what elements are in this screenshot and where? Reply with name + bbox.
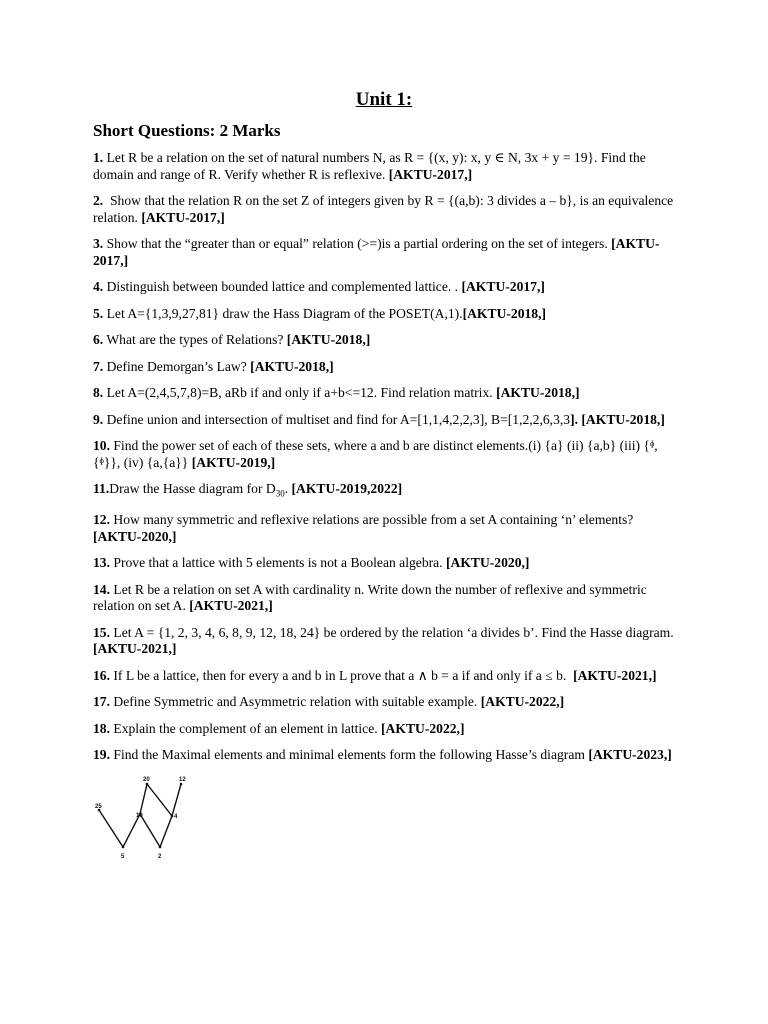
edge-20-4 bbox=[147, 784, 172, 816]
question-number: 7. bbox=[93, 358, 104, 374]
question-text: Show that the relation R on the set Z of integers given by R = {(a,b): 3 divides a – b}, is an equivalence relation. bbox=[93, 193, 677, 225]
question-number: 1. bbox=[93, 150, 104, 165]
question-7 bbox=[93, 359, 675, 376]
question-number: 3. bbox=[93, 236, 104, 251]
question-number: 14. bbox=[93, 581, 110, 597]
edge-25-5 bbox=[99, 810, 123, 847]
node-label: 5 bbox=[121, 853, 125, 860]
question-number: 16. bbox=[93, 667, 110, 683]
exam-tag: [AKTU-2020,] bbox=[93, 528, 177, 544]
question-19 bbox=[93, 747, 675, 764]
edge-4-2 bbox=[160, 816, 172, 847]
exam-tag: [AKTU-2017,] bbox=[93, 236, 660, 268]
question-15 bbox=[93, 624, 678, 658]
question-text: . bbox=[284, 481, 292, 496]
question-number: 6. bbox=[93, 332, 104, 347]
question-13 bbox=[93, 555, 675, 572]
question-17 bbox=[93, 694, 675, 711]
question-text: Let R be a relation on the set of natural numbers N, as R = {(x, y): x, y ∈ N, 3x + y = 19}. Find the domain and range of R. Verify whether R is reflexive. bbox=[93, 150, 650, 182]
question-number: 11. bbox=[93, 481, 110, 496]
question-text: Explain the complement of an element in lattice. bbox=[110, 720, 382, 736]
question-1 bbox=[93, 150, 675, 183]
question-number: 8. bbox=[93, 385, 104, 400]
exam-tag: [AKTU-2021,] bbox=[93, 641, 177, 657]
node-label: 4 bbox=[174, 813, 178, 820]
question-3 bbox=[93, 236, 675, 269]
exam-tag: [AKTU-2017,] bbox=[141, 209, 225, 225]
question-number: 12. bbox=[93, 512, 110, 528]
node-label: 12 bbox=[179, 776, 186, 783]
node-label: 10 bbox=[136, 812, 143, 819]
exam-tag: [AKTU-2017,] bbox=[388, 166, 473, 182]
question-number: 2. bbox=[93, 193, 104, 208]
question-2 bbox=[93, 193, 675, 226]
exam-tag: [AKTU-2018,] bbox=[250, 358, 334, 374]
question-16 bbox=[93, 668, 675, 685]
subscript: 30 bbox=[275, 488, 285, 499]
question-8 bbox=[93, 385, 675, 402]
question-5 bbox=[93, 306, 675, 323]
question-text: Find the Maximal elements and minimal elements form the following Hasse’s diagram bbox=[110, 747, 589, 763]
question-text: Let R be a relation on set A with cardinality n. Write down the number of reflexive and symmetric relation on set A. bbox=[93, 581, 651, 614]
question-text: Draw the Hasse diagram for D bbox=[109, 481, 276, 496]
node-label: 2 bbox=[158, 853, 162, 860]
question-text: If L be a lattice, then for every a and b in L prove that a ∧ b = a if and only if a ≤ b. bbox=[110, 667, 574, 683]
edge-10-20 bbox=[140, 784, 147, 814]
exam-tag: ]. [AKTU-2018,] bbox=[570, 411, 665, 427]
question-number: 10. bbox=[93, 438, 110, 453]
question-text: What are the types of Relations? bbox=[103, 332, 287, 347]
question-text: Define union and intersection of multiset and find for A=[1,1,4,2,2,3], B=[1,2,2,6,3,3 bbox=[103, 411, 571, 427]
question-text: Define Demorgan’s Law? bbox=[103, 358, 251, 374]
question-text: Distinguish between bounded lattice and complemented lattice. . bbox=[103, 279, 462, 294]
edge-4-12 bbox=[172, 784, 181, 816]
question-number: 9. bbox=[93, 411, 104, 427]
exam-tag: [AKTU-2021,] bbox=[189, 598, 273, 614]
question-text: Prove that a lattice with 5 elements is not a Boolean algebra. bbox=[110, 555, 446, 571]
question-9 bbox=[93, 412, 675, 429]
question-number: 4. bbox=[93, 279, 104, 294]
question-text: Let A={1,3,9,27,81} draw the Hass Diagram of the POSET(A,1). bbox=[103, 305, 463, 321]
question-number: 5. bbox=[93, 305, 104, 321]
exam-tag: [AKTU-2018,] bbox=[462, 305, 547, 321]
exam-tag: [AKTU-2020,] bbox=[445, 555, 530, 571]
question-text: Let A=(2,4,5,7,8)=B, aRb if and only if a+b<=12. Find relation matrix. bbox=[103, 385, 497, 400]
question-number: 15. bbox=[93, 624, 110, 640]
question-text: Show that the “greater than or equal” relation (>=)is a partial ordering on the set of integers. bbox=[103, 236, 612, 251]
question-11 bbox=[93, 481, 675, 502]
question-text: Define Symmetric and Asymmetric relation with suitable example. bbox=[110, 694, 481, 710]
question-number: 19. bbox=[93, 747, 110, 763]
question-14 bbox=[93, 582, 675, 615]
edge-10-2 bbox=[140, 814, 160, 847]
question-text: Let A = {1, 2, 3, 4, 6, 8, 9, 12, 18, 24} be ordered by the relation ‘a divides b’. Find the Hasse diagram. bbox=[110, 624, 678, 640]
node-label: 25 bbox=[95, 803, 102, 810]
question-number: 17. bbox=[93, 694, 110, 710]
page-title: Unit 1: bbox=[355, 89, 413, 110]
exam-tag: [AKTU-2018,] bbox=[496, 385, 580, 400]
question-18 bbox=[93, 721, 675, 738]
question-10 bbox=[93, 438, 675, 471]
node-label: 20 bbox=[143, 776, 150, 783]
question-6 bbox=[93, 332, 675, 349]
question-list bbox=[93, 150, 678, 764]
question-number: 13. bbox=[93, 555, 110, 571]
question-12 bbox=[93, 512, 675, 545]
exam-tag: [AKTU-2019,] bbox=[191, 454, 276, 470]
hasse-diagram bbox=[93, 774, 203, 864]
exam-tag: [AKTU-2017,] bbox=[461, 279, 545, 294]
exam-tag: [AKTU-2018,] bbox=[286, 332, 371, 347]
question-4 bbox=[93, 279, 675, 296]
exam-tag: [AKTU-2022,] bbox=[480, 694, 565, 710]
question-text: Find the power set of each of these sets, where a and b are distinct elements.(i) {a} (ii) {a,b} (iii) {ᶲ,{ᶲ}}, (iv) {a,{a}} bbox=[93, 438, 658, 470]
section-title: Short Questions: 2 Marks bbox=[93, 121, 281, 140]
question-number: 18. bbox=[93, 720, 110, 736]
exam-tag: [AKTU-2019,2022] bbox=[291, 481, 403, 496]
question-text: How many symmetric and reflexive relations are possible from a set A containing ‘n’ elements? bbox=[110, 512, 637, 528]
exam-tag: [AKTU-2022,] bbox=[381, 720, 465, 736]
exam-tag: [AKTU-2023,] bbox=[588, 747, 672, 763]
document-page bbox=[93, 89, 678, 864]
exam-tag: [AKTU-2021,] bbox=[573, 667, 657, 683]
